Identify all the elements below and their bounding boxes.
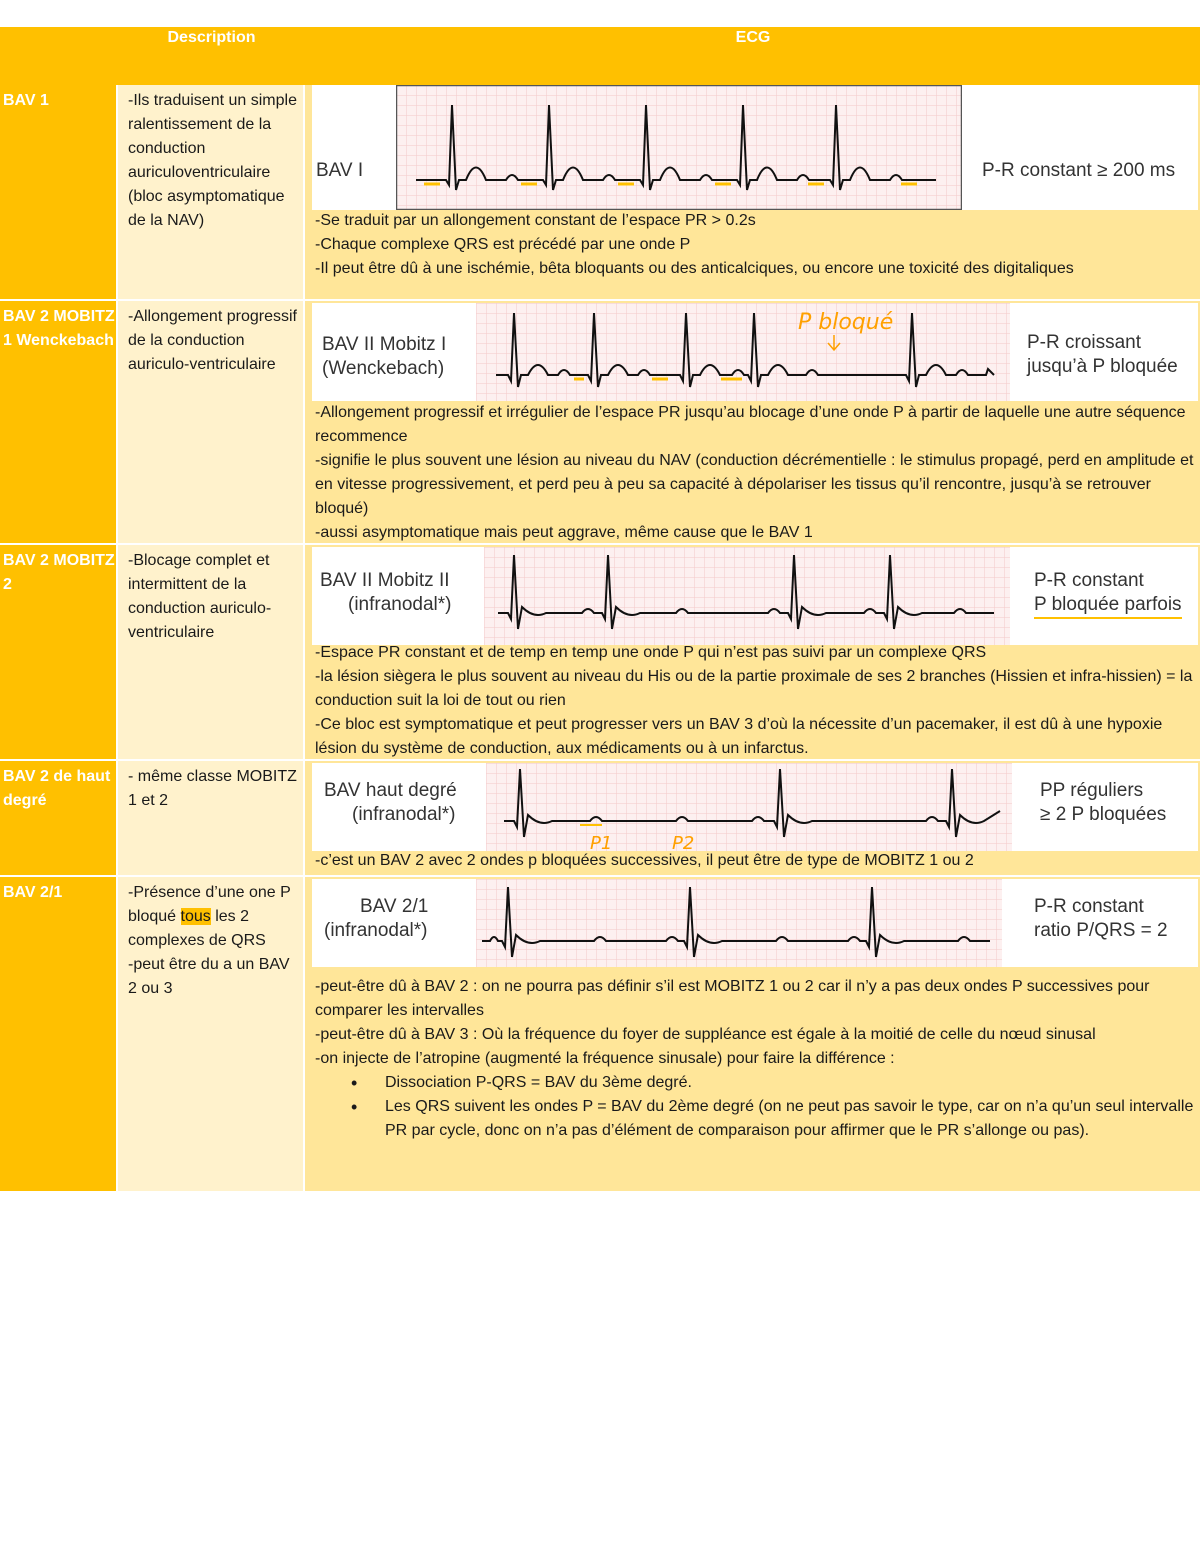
table-header [0, 27, 1200, 85]
note-line: -Allongement progressif et irrégulier de l’espace PR jusqu’au blocage d’une onde P à partir de laquelle une autre séquence recommence [315, 404, 1186, 445]
note-line: -Il peut être dû à une ischémie, bêta bloquants ou des anticalciques, ou encore une toxicité des digitaliques [315, 260, 1074, 277]
note-line: -Chaque complexe QRS est précédé par une onde P [315, 236, 691, 253]
row-description: -Allongement progressif de la conduction auriculo-ventriculaire [118, 301, 303, 543]
ecg-label: BAV II Mobitz I (Wenckebach) [322, 334, 447, 379]
ecg-image-bav1 [312, 85, 1198, 210]
ecg-right-label-2: ratio P/QRS = 2 [1034, 920, 1168, 941]
note-line: -peut-être dû à BAV 2 : on ne pourra pas définir s’il est MOBITZ 1 ou 2 car il n’y a pas deux ondes P successives pour comparer les intervalles [315, 978, 1150, 1019]
ecg-image-bav2-mobitz1 [312, 303, 1198, 401]
note-line: -peut-être dû à BAV 3 : Où la fréquence du foyer de suppléance est égale à la moitié de celle du nœud sinusal [315, 1026, 1096, 1043]
row-notes [315, 849, 1195, 873]
ecg-strip [486, 763, 1012, 851]
note-line: -Se traduit par un allongement constant de l’espace PR > 0.2s [315, 212, 756, 229]
note-line: -on injecte de l’atropine (augmenté la fréquence sinusale) pour faire la différence : [315, 1050, 895, 1067]
header-description: Description [167, 29, 256, 46]
header-ecg: ECG [735, 29, 771, 46]
row-title: BAV 2/1 [0, 877, 116, 1191]
note-line: -Espace PR constant et de temp en temp une onde P qui n’est pas suivi par un complexe QRS [315, 644, 987, 661]
note-line: -la lésion siègera le plus souvent au niveau du His ou de la partie proximale de ses 2 branches (Hissien et infra-hissien) = la conduction suit la loi de tout ou rien [315, 668, 1193, 709]
note-line: -c’est un BAV 2 avec 2 ondes p bloquées successives, il peut être de type de MOBITZ 1 ou 2 [315, 852, 974, 869]
table-row-bav2-mobitz2 [0, 545, 1200, 759]
p1-annotation: P1 [590, 833, 613, 851]
note-line: -aussi asymptomatique mais peut aggrave, même cause que le BAV 1 [315, 524, 813, 541]
ecg-right-label-2: ≥ 2 P bloquées [1040, 804, 1167, 825]
bullet-item: • Les QRS suivent les ondes P = BAV du 2ème degré (on ne peut pas savoir le type, car on n’a qu’un seul intervalle PR par cycle, donc on n’a pas d’élément de comparaison pour affirmer que le PR s’allonge ou pas). [315, 1095, 1195, 1143]
ecg-strip [396, 85, 962, 210]
ecg-right-label-1: PP réguliers [1040, 780, 1144, 801]
row-description: -Blocage complet et intermittent de la conduction auriculo-ventriculaire [118, 545, 303, 759]
table-row-bav2-mobitz1 [0, 301, 1200, 543]
description-text-1: -Présence d’une one P bloqué [128, 884, 291, 925]
row-title: BAV 2 MOBITZ 2 [0, 545, 116, 759]
ecg-right-label-1: P-R constant [1034, 570, 1144, 591]
row-description: -Ils traduisent un simple ralentissement de la conduction auriculoventriculaire (bloc asymptomatique de la NAV) [118, 85, 303, 299]
ecg-label-2: (infranodal*) [324, 920, 428, 941]
ecg-right-label-1: P-R constant [1034, 896, 1144, 917]
ecg-image-bav2-mobitz2 [312, 547, 1198, 645]
table-row-bav2-1 [0, 877, 1200, 1191]
row-title: BAV 2 MOBITZ 1 Wenckebach [0, 301, 116, 543]
p2-annotation: P2 [672, 833, 695, 851]
table-row-bav2-haut-degre [0, 761, 1200, 875]
ecg-label-1: BAV 2/1 [360, 896, 429, 917]
ecg-right-label: P-R constant ≥ 200 ms [982, 160, 1176, 181]
ecg-strip [476, 879, 1002, 967]
ecg-strip [484, 547, 1010, 645]
row-notes [315, 209, 1195, 281]
description-text-2: les 2 complexes de QRS [128, 908, 266, 949]
row-title: BAV 2 de haut degré [0, 761, 116, 875]
row-notes [315, 641, 1195, 761]
row-title: BAV 1 [0, 85, 116, 299]
description-highlight: tous [180, 908, 211, 925]
ecg-strip [476, 303, 1010, 401]
ecg-image-bav-haut-degre [312, 763, 1198, 851]
bullet-item: • Dissociation P-QRS = BAV du 3ème degré. [315, 1071, 1195, 1095]
ecg-label-1: BAV II Mobitz II [320, 570, 450, 591]
note-line: -signifie le plus souvent une lésion au niveau du NAV (conduction décrémentielle : le stimulus propagé, perd en amplitude et en vitesse progressivement, et perd peu à peu sa capacité à dépolariser les tissus qu’il rencontre, jusqu’à se retrouver bloqué) [315, 452, 1194, 517]
row-notes [315, 401, 1195, 545]
note-line: -Ce bloc est symptomatique et peut progresser vers un BAV 3 d’où la nécessite d’un pacemaker, il est dû à une hypoxie lésion du système de conduction, aux médicaments ou à un infarctus. [315, 716, 1163, 757]
table-row-bav1 [0, 85, 1200, 299]
row-description: - même classe MOBITZ 1 et 2 [118, 761, 303, 875]
ecg-label-2: (infranodal*) [352, 804, 456, 825]
ecg-image-bav2-1 [312, 879, 1198, 967]
ecg-label-2: (infranodal*) [348, 594, 452, 615]
row-notes [315, 975, 1195, 1143]
description-text-3: -peut être du a un BAV 2 ou 3 [128, 956, 290, 997]
p-bloque-annotation: P bloqué [798, 310, 894, 335]
row-description [118, 877, 303, 1191]
ecg-right-label-2: P bloquée parfois [1034, 593, 1182, 619]
ecg-right-label: P-R croissant jusqu’à P bloquée [1027, 332, 1178, 377]
ecg-label: BAV I [316, 160, 364, 181]
ecg-label-1: BAV haut degré [324, 780, 457, 801]
